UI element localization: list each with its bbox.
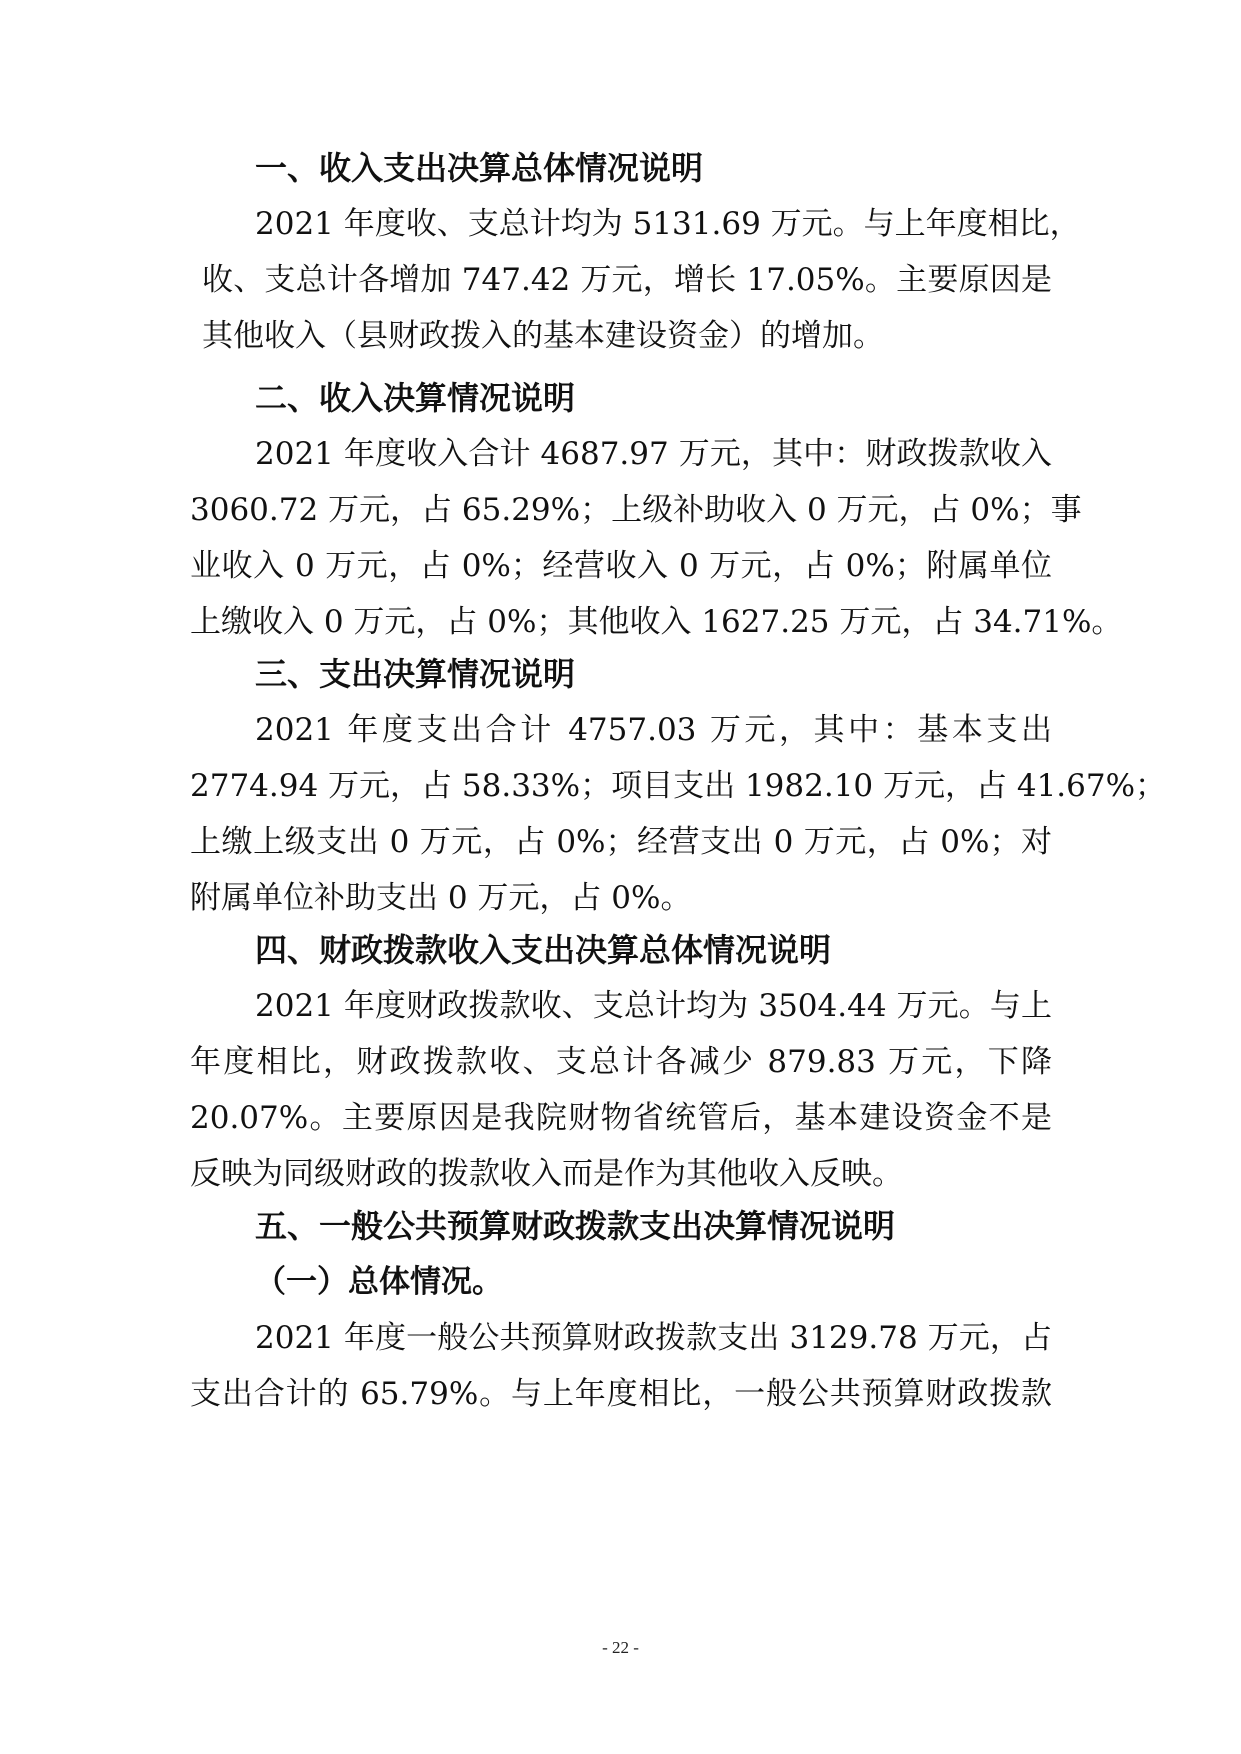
subsection-heading: （一）总体情况。	[255, 1264, 503, 1300]
paragraph-line: 上缴收入 0 万元，占 0%；其他收入 1627.25 万元，占 34.71%。	[190, 604, 1123, 640]
paragraph-line: 2021 年度收、支总计均为 5131.69 万元。与上年度相比，	[255, 206, 1081, 242]
section-heading-5: 五、一般公共预算财政拨款支出决算情况说明	[255, 1207, 896, 1245]
paragraph-line: 上缴上级支出 0 万元，占 0%；经营支出 0 万元，占 0%；对	[190, 824, 1052, 860]
paragraph-line: 支出合计的 65.79%。与上年度相比，一般公共预算财政拨款	[190, 1376, 1052, 1412]
section-heading-4: 四、财政拨款收入支出决算总体情况说明	[255, 931, 832, 969]
paragraph-line: 其他收入（县财政拨入的基本建设资金）的增加。	[202, 318, 884, 354]
paragraph-line: 2021 年度财政拨款收、支总计均为 3504.44 万元。与上	[255, 988, 1052, 1024]
paragraph-line: 年度相比，财政拨款收、支总计各减少 879.83 万元，下降	[190, 1044, 1052, 1080]
paragraph-line: 2021 年度一般公共预算财政拨款支出 3129.78 万元，占	[255, 1320, 1052, 1356]
paragraph-line: 业收入 0 万元，占 0%；经营收入 0 万元，占 0%；附属单位	[190, 548, 1052, 584]
paragraph-line: 收、支总计各增加 747.42 万元，增长 17.05%。主要原因是	[202, 262, 1052, 298]
paragraph-line: 反映为同级财政的拨款收入而是作为其他收入反映。	[190, 1156, 903, 1192]
paragraph-line: 2021 年度支出合计 4757.03 万元，其中：基本支出	[255, 712, 1052, 748]
paragraph-line: 20.07%。主要原因是我院财物省统管后，基本建设资金不是	[190, 1100, 1052, 1136]
section-heading-3: 三、支出决算情况说明	[255, 655, 576, 693]
paragraph-line: 2774.94 万元，占 58.33%；项目支出 1982.10 万元，占 41.67%；	[190, 768, 1167, 804]
section-heading-2: 二、收入决算情况说明	[255, 379, 576, 417]
paragraph-line: 2021 年度收入合计 4687.97 万元，其中：财政拨款收入	[255, 436, 1052, 472]
paragraph-line: 3060.72 万元，占 65.29%；上级补助收入 0 万元，占 0%；事	[190, 492, 1082, 528]
page-number: - 22 -	[602, 1638, 639, 1657]
section-heading-1: 一、收入支出决算总体情况说明	[255, 149, 704, 187]
paragraph-line: 附属单位补助支出 0 万元，占 0%。	[190, 880, 692, 916]
